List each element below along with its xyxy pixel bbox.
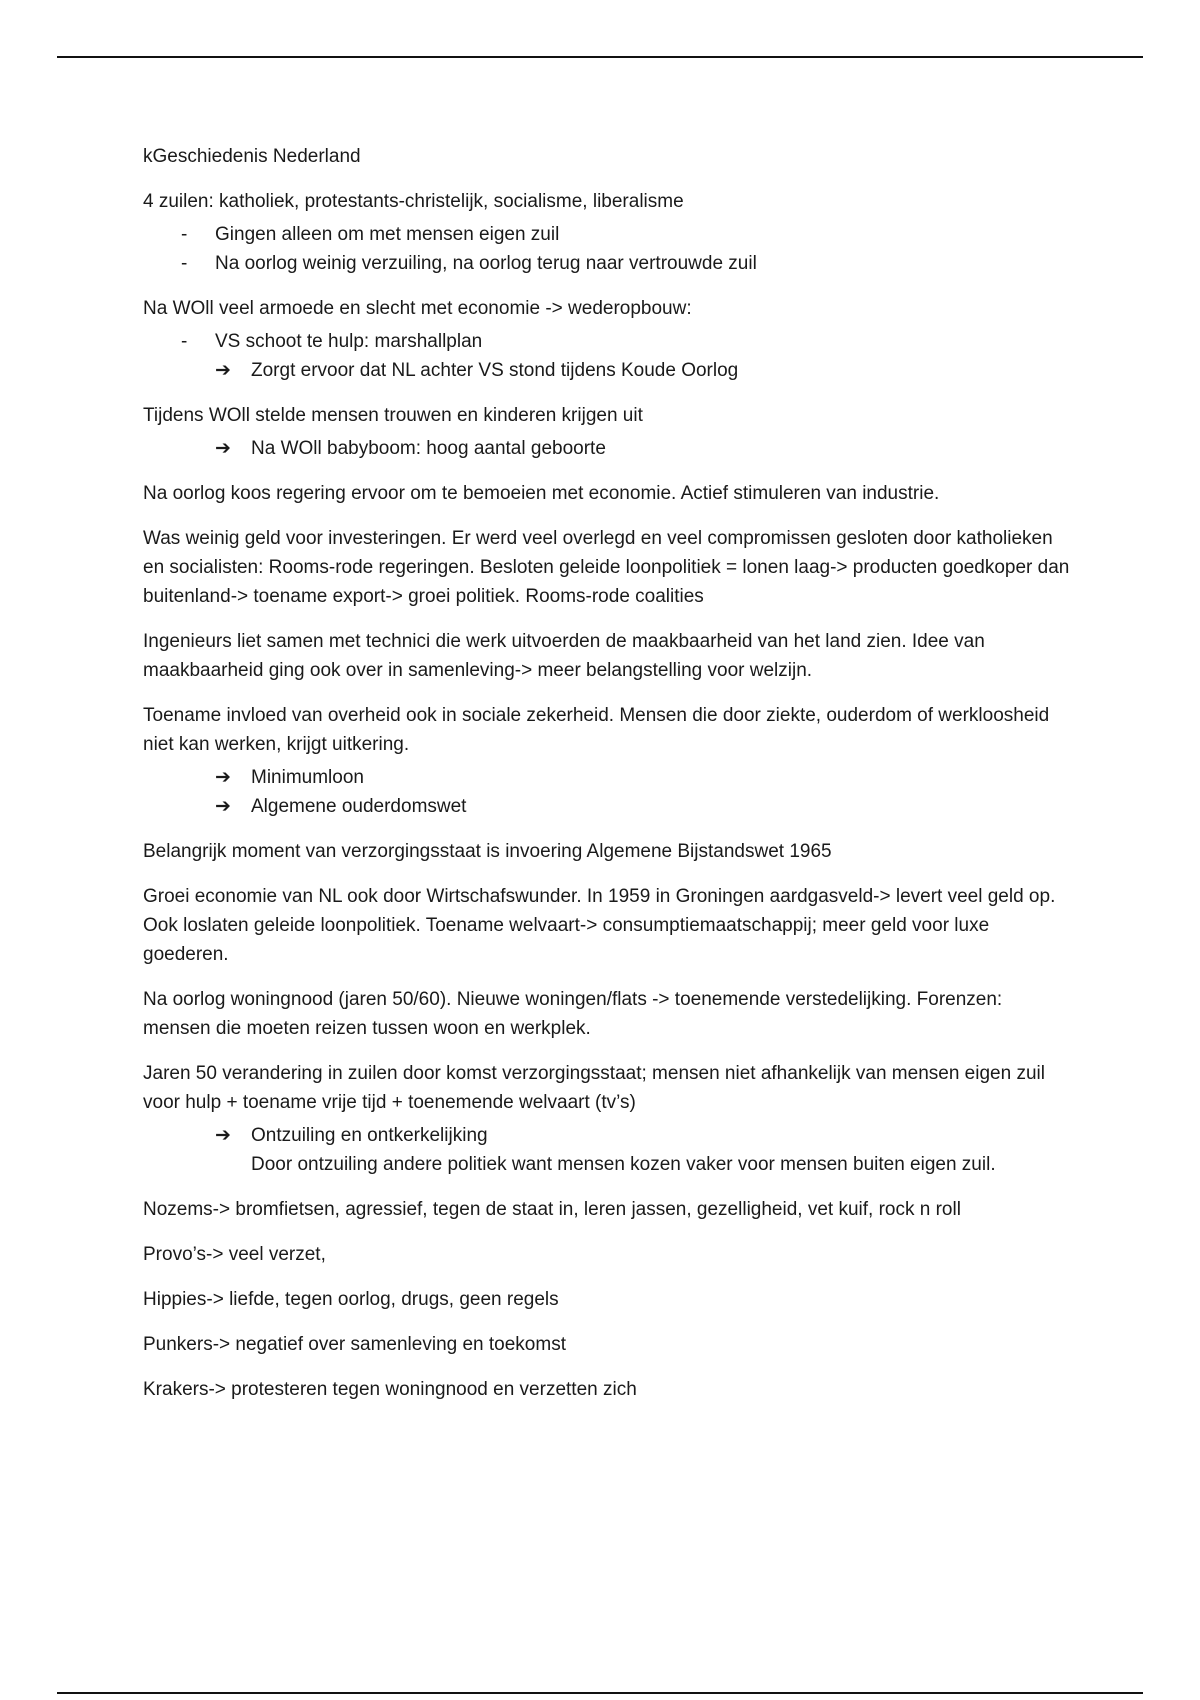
list-item: ➔ Minimumloon bbox=[143, 763, 1073, 792]
arrow-icon: ➔ bbox=[215, 1125, 231, 1146]
bullet-list-marshall bbox=[143, 327, 1073, 356]
arrow-icon: ➔ bbox=[215, 796, 231, 817]
paragraph-woningnood: Na oorlog woningnood (jaren 50/60). Nieuwe woningen/flats -> toenemende verstedelijking. Forenzen: mensen die moeten reizen tussen woon en werkplek. bbox=[143, 989, 1003, 1039]
dash-marker: - bbox=[181, 224, 188, 245]
paragraph-wirtschaftswunder: Groei economie van NL ook door Wirtschafswunder. In 1959 in Groningen aardgasveld-> levert veel geld op. Ook loslaten geleide loonpolitiek. Toename welvaart-> consumptiemaatschappij; meer geld voor luxe goederen. bbox=[143, 886, 1056, 965]
dash-marker: - bbox=[181, 253, 188, 274]
document-title: kGeschiedenis Nederland bbox=[143, 146, 361, 167]
dash-marker: - bbox=[181, 331, 188, 352]
paragraph-sociale-zekerheid: Toename invloed van overheid ook in sociale zekerheid. Mensen die door ziekte, ouderdom of werkloosheid niet kan werken, krijgt uitkering. bbox=[143, 705, 1050, 755]
paragraph-wederopbouw: Na WOll veel armoede en slecht met economie -> wederopbouw: bbox=[143, 298, 692, 319]
arrow-icon: ➔ bbox=[215, 360, 231, 381]
paragraph-punkers: Punkers-> negatief over samenleving en toekomst bbox=[143, 1334, 566, 1355]
bullet-list-zuilen bbox=[143, 220, 1073, 278]
paragraph-maakbaarheid: Ingenieurs liet samen met technici die werk uitvoerden de maakbaarheid van het land zien. Idee van maakbaarheid ging ook over in samenleving-> meer belangstelling voor welzijn. bbox=[143, 631, 985, 681]
header-rule bbox=[57, 56, 1143, 58]
arrow-icon: ➔ bbox=[215, 767, 231, 788]
paragraph-nozems: Nozems-> bromfietsen, agressief, tegen de staat in, leren jassen, gezelligheid, vet kuif, rock n roll bbox=[143, 1199, 961, 1220]
list-item: ➔ Algemene ouderdomswet bbox=[143, 792, 1073, 821]
paragraph-bijstandswet: Belangrijk moment van verzorgingsstaat is invoering Algemene Bijstandswet 1965 bbox=[143, 841, 832, 862]
paragraph-zuilen-verandering: Jaren 50 verandering in zuilen door komst verzorgingsstaat; mensen niet afhankelijk van mensen eigen zuil voor hulp + toename vrije tijd + toenemende welvaart (tv’s) bbox=[143, 1063, 1045, 1113]
list-item: ➔ Na WOll babyboom: hoog aantal geboorte bbox=[143, 434, 1073, 463]
list-item: ➔ Ontzuiling en ontkerkelijking bbox=[143, 1121, 1073, 1150]
paragraph-provos: Provo’s-> veel verzet, bbox=[143, 1244, 326, 1265]
list-item: - Na oorlog weinig verzuiling, na oorlog terug naar vertrouwde zuil bbox=[143, 249, 1073, 278]
list-item: - Gingen alleen om met mensen eigen zuil bbox=[143, 220, 1073, 249]
paragraph-hippies: Hippies-> liefde, tegen oorlog, drugs, geen regels bbox=[143, 1289, 559, 1310]
list-item-continuation: Door ontzuiling andere politiek want mensen kozen vaker voor mensen buiten eigen zuil. bbox=[251, 1154, 996, 1175]
arrow-list-babyboom bbox=[143, 434, 1073, 463]
paragraph-investeringen: Was weinig geld voor investeringen. Er werd veel overlegd en veel compromissen gesloten door katholieken en socialisten: Rooms-rode regeringen. Besloten geleide loonpolitiek = lonen laag-> producten goedkoper dan buitenland-> toename export-> groei politiek. Rooms-rode coalities bbox=[143, 528, 1070, 607]
arrow-list-wetten bbox=[143, 763, 1073, 821]
footer-rule bbox=[57, 1692, 1143, 1694]
paragraph-zuilen: 4 zuilen: katholiek, protestants-christelijk, socialisme, liberalisme bbox=[143, 191, 684, 212]
arrow-list-marshall bbox=[143, 356, 1073, 385]
paragraph-krakers: Krakers-> protesteren tegen woningnood en verzetten zich bbox=[143, 1379, 637, 1400]
arrow-icon: ➔ bbox=[215, 438, 231, 459]
list-item: - VS schoot te hulp: marshallplan bbox=[143, 327, 1073, 356]
paragraph-trouwen: Tijdens WOll stelde mensen trouwen en kinderen krijgen uit bbox=[143, 405, 643, 426]
document-body bbox=[143, 142, 1073, 1420]
arrow-list-ontzuiling bbox=[143, 1121, 1073, 1179]
paragraph-regering: Na oorlog koos regering ervoor om te bemoeien met economie. Actief stimuleren van industrie. bbox=[143, 483, 940, 504]
list-item: ➔ Zorgt ervoor dat NL achter VS stond tijdens Koude Oorlog bbox=[143, 356, 1073, 385]
